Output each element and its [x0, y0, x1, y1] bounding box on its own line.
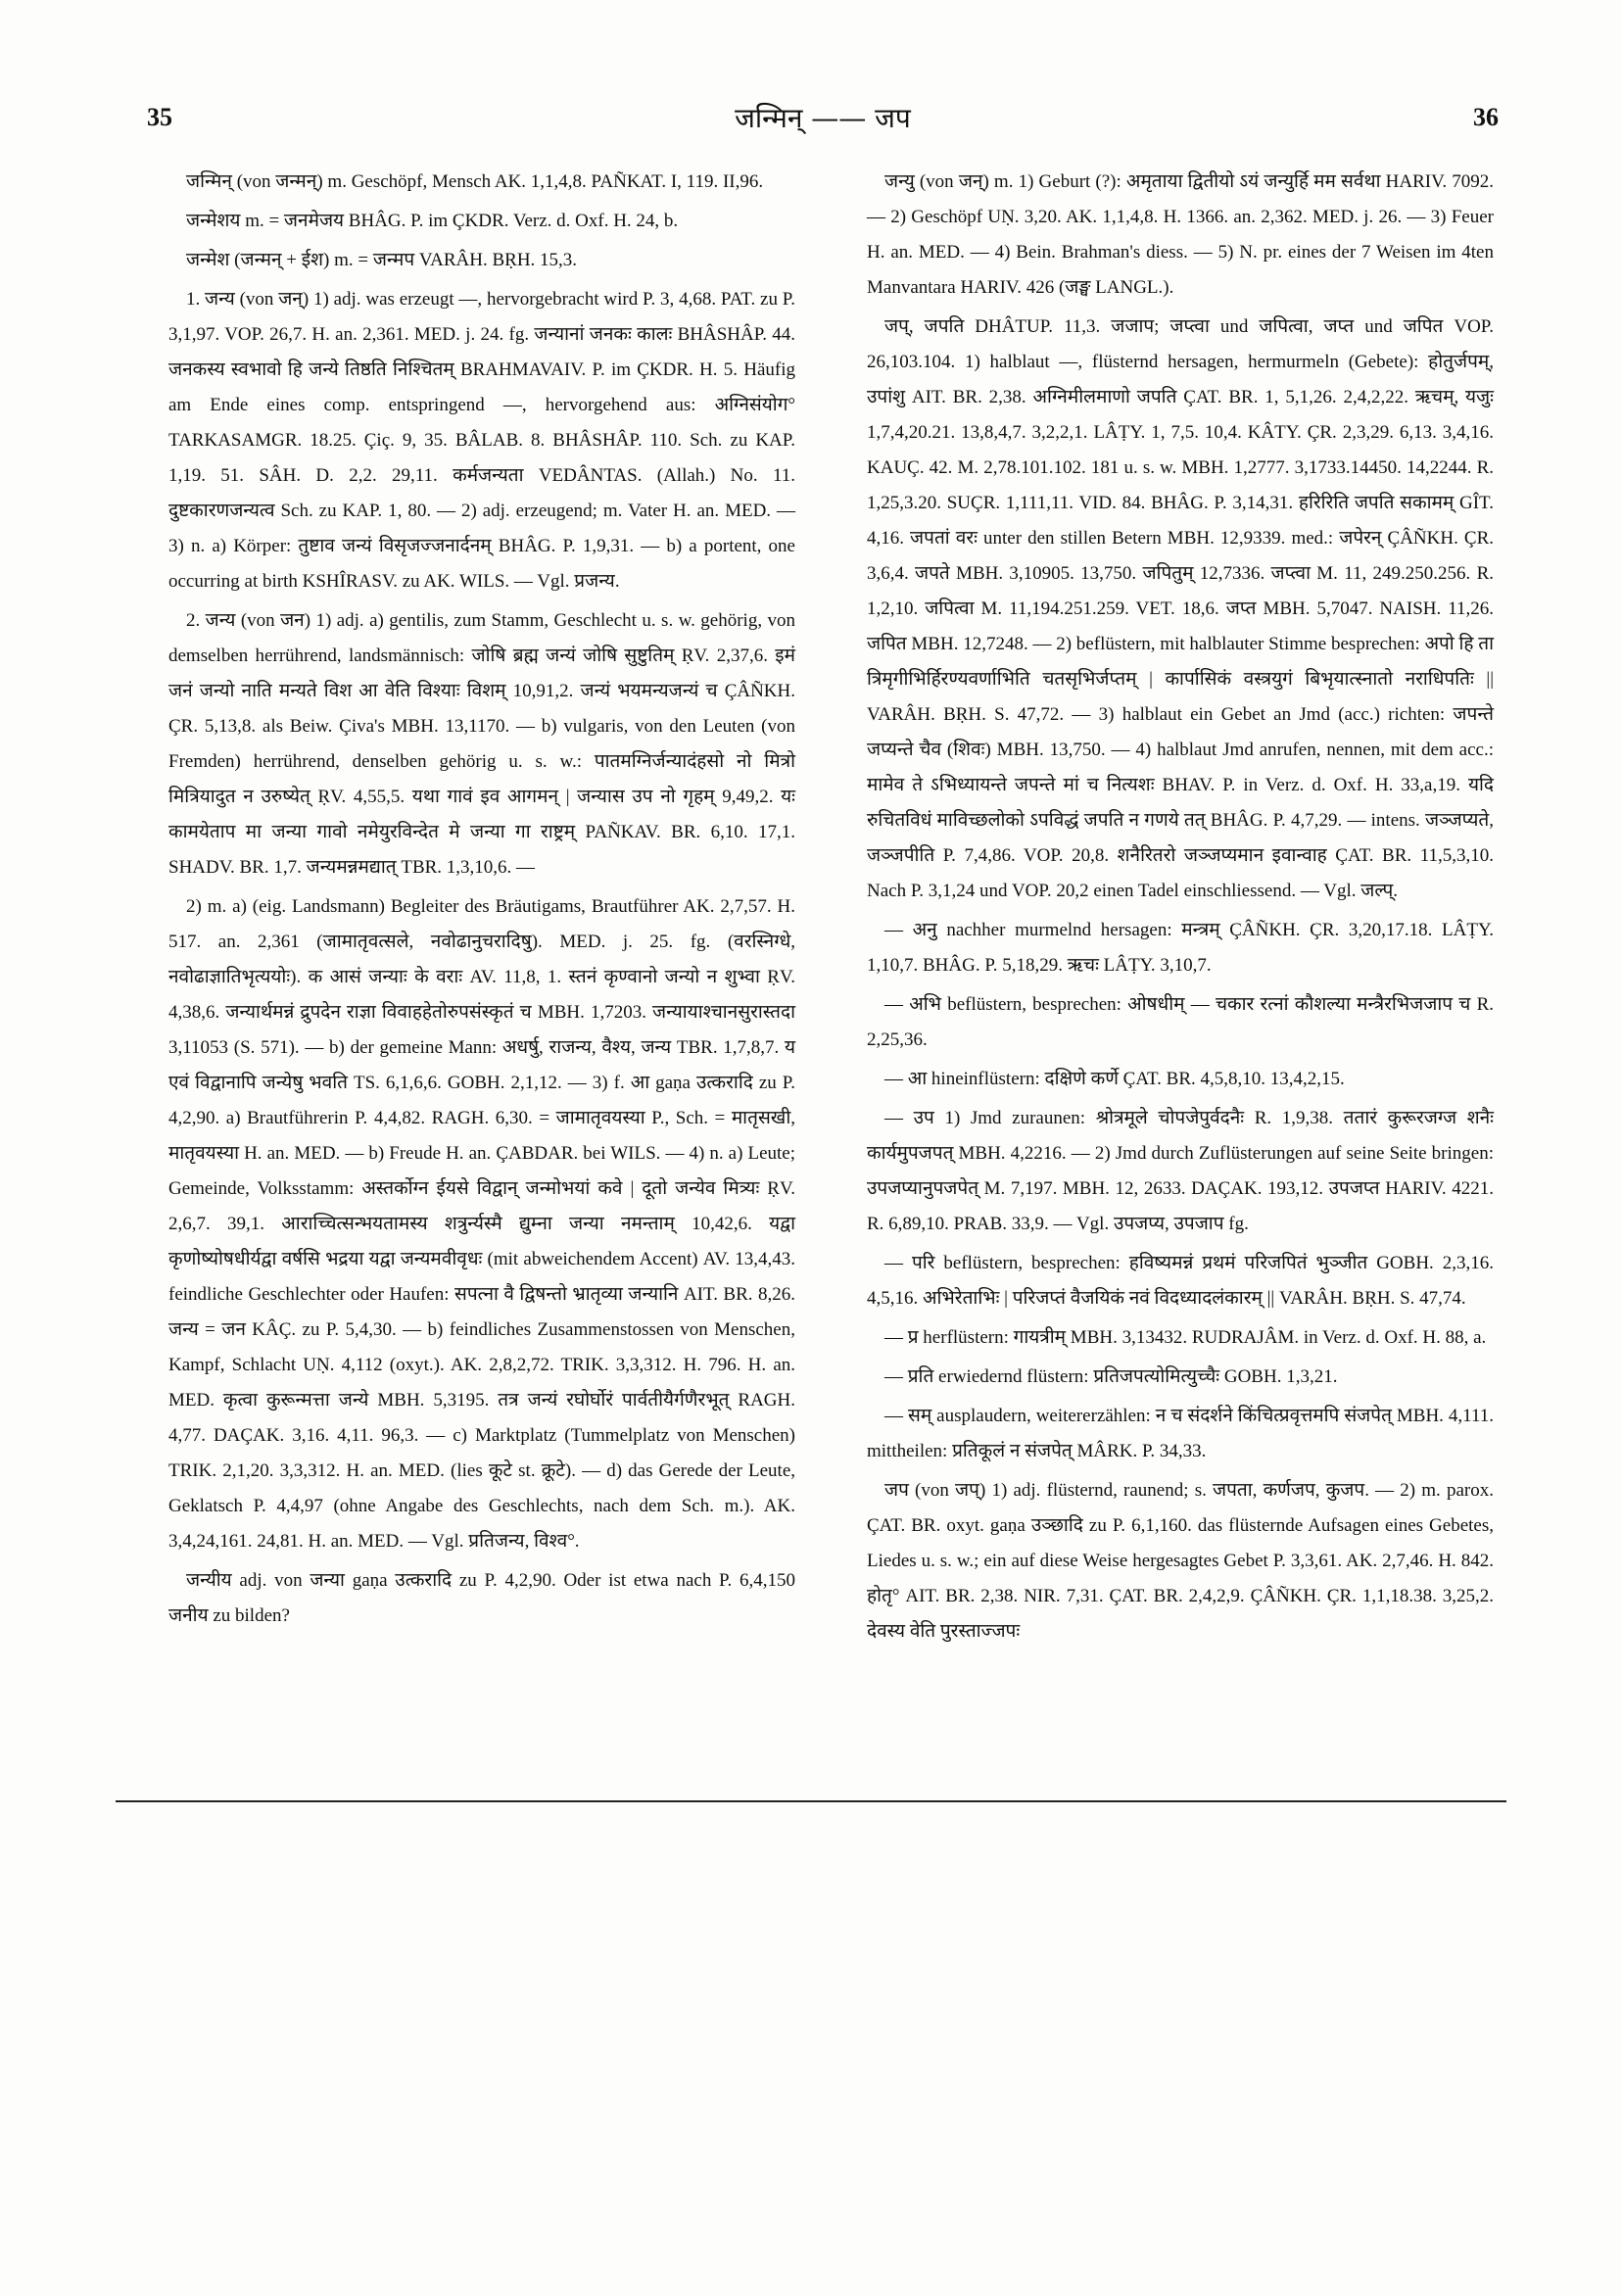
left-column [168, 165, 795, 1638]
entry-jap-sam: — सम् ausplaudern, weitererzählen: न च संदर्शने किंचित्प्रवृत्तमपि संजपेत् MBH. 4,111. mittheilen: प्रतिकूलं न संजपेत् MÂRK. P. 34,33. [867, 1406, 1494, 1461]
entry-janyu: जन्यु (von जन्) m. 1) Geburt (?): अमृताया द्वितीयो ऽयं जन्युर्हि मम सर्वथा HARIV. 7092. — 2) Geschöpf UṆ. 3,20. AK. 1,1,4,8. H. 1366. an. 2,362. MED. j. 26. — 3) Feuer H. an. MED. — 4) Bein. Brahman's diess. — 5) N. pr. eines der 7 Weisen im 4ten Manvantara HARIV. 426 (जङ्घ LANGL.). [867, 171, 1494, 298]
entry-janya-2-continued: 2) m. a) (eig. Landsmann) Begleiter des Bräutigams, Brautführer AK. 2,7,57. H. 517. an. 2,361 (जामातृवत्सले, नवोढानुचरादिषु). MED. j. 25. fg. (वरस्निग्धे, नवोढाज्ञातिभृत्ययोः). क आसं जन्याः के वराः AV. 11,8, 1. स्तनं कृण्वानो जन्यो न शुभ्वा ṚV. 4,38,6. जन्यार्थमन्नं द्रुपदेन राज्ञा विवाहहेतोरुपसंस्कृतं च MBH. 1,7203. जन्यायाश्चानसुरास्तदा 3,11053 (S. 571). — b) der gemeine Mann: अधर्षु, राजन्य, वैश्य, जन्य TBR. 1,7,8,7. य एवं विद्वानापि जन्येषु भवति TS. 6,1,6,6. GOBH. 2,1,12. — 3) f. आ gaṇa उत्करादि zu P. 4,2,90. a) Brautführerin P. 4,4,82. RAGH. 6,30. = जामातृवयस्या P., Sch. = मातृसखी, मातृवयस्या H. an. MED. — b) Freude H. an. ÇABDAR. bei WILS. — 4) n. a) Leute; Gemeinde, Volksstamm: अस्तर्कोग्न ईयसे विद्वान् जन्मोभयां कवे | दूतो जन्येव मित्र्यः ṚV. 2,6,7. 39,1. आराच्चित्सन्भयतामस्य शत्रुर्न्यस्मै द्युम्ना जन्या नमन्ताम् 10,42,6. यद्वा कृणोष्योषधीर्यद्वा वर्षसि भद्रया यद्वा जन्यमवीवृधः (mit abweichendem Accent) AV. 13,4,43. feindliche Geschlechter oder Haufen: सपत्ना वै द्विषन्तो भ्रातृव्या जन्यानि AIT. BR. 8,26. जन्य = जन KÂÇ. zu P. 5,4,30. — b) feindliches Zusammenstossen von Menschen, Kampf, Schlacht UṆ. 4,112 (oxyt.). AK. 2,8,2,72. TRIK. 3,3,312. H. 796. H. an. MED. कृत्वा कुरून्मत्ता जन्ये MBH. 5,3195. तत्र जन्यं रघोर्घोरं पार्वतीयैर्गणैरभूत् RAGH. 4,77. DAÇAK. 3,16. 4,11. 96,3. — c) Marktplatz (Tummelplatz von Menschen) TRIK. 2,1,20. 3,3,312. H. an. MED. (lies कूटे st. क्रूटे). — d) das Gerede der Leute, Geklatsch P. 4,4,97 (ohne Angabe des Geschlechts, nach dem Sch. m.). AK. 3,4,24,161. 24,81. H. an. MED. — Vgl. प्रतिजन्य, विश्व°. [168, 896, 795, 1552]
entry-jap-upa: — उप 1) Jmd zuraunen: श्रोत्रमूले चोपजेपुर्वदनैः R. 1,9,38. ततारं कुरूरजग्ज शनैः कार्यमुपजपत् MBH. 4,2216. — 2) Jmd durch Zuflüsterungen auf seine Seite bringen: उपजप्यानुपजपेत् M. 7,197. MBH. 12, 2633. DAÇAK. 193,12. उपजप्त HARIV. 4221. R. 6,89,10. PRAB. 33,9. — Vgl. उपजप्य, उपजाप fg. [867, 1108, 1494, 1234]
entry-jap-abhi: — अभि beflüstern, besprechen: ओषधीम् — चकार रत्नां कौशल्या मन्त्रैरभिजजाप च R. 2,25,36. [867, 994, 1494, 1050]
entry-janya-2: 2. जन्य (von जन) 1) adj. a) gentilis, zum Stamm, Geschlecht u. s. w. gehörig, von demselben herrührend, landsmännisch: जोषि ब्रह्म जन्यं जोषि सुष्टुतिम् ṚV. 2,37,6. इमं जनं जन्यो नाति मन्यते विश आ वेति विश्याः विशम् 10,91,2. जन्यं भयमन्यजन्यं च ÇÂÑKH. ÇR. 5,13,8. als Beiw. Çiva's MBH. 13,1170. — b) vulgaris, von den Leuten (von Fremden) herrührend, denselben gehörig u. s. w.: पातमग्निर्जन्यादंहसो नो मित्रो मित्रियादुत न उरुष्येत् ṚV. 4,55,5. यथा गावं इव आगमन् | जन्यास उप नो गृहम् 9,49,2. यः कामयेताप मा जन्या गावो नमेयुरविन्देत मे जन्या गा राष्ट्रम् PAÑKAV. BR. 6,10. 17,1. SHADV. BR. 1,7. जन्यमन्नमद्यात् TBR. 1,3,10,6. — [168, 610, 795, 878]
entry-jap-anu: — अनु nachher murmelnd hersagen: मन्त्रम् ÇÂÑKH. ÇR. 3,20,17.18. LÂṬY. 1,10,7. BHÂG. P. 5,18,29. ऋचः LÂṬY. 3,10,7. [867, 920, 1494, 976]
page-header [147, 98, 1499, 137]
running-title: जन्मिन् —— जप [735, 102, 911, 134]
entry-jap: जप्, जपति DHÂTUP. 11,3. जजाप; जप्त्वा und जपित्वा, जप्त und जपित VOP. 26,103.104. 1) halblaut —, flüsternd hersagen, hermurmeln (Gebete): होतुर्जपम्, उपांशु AIT. BR. 2,38. अग्निमीलमाणो जपति ÇAT. BR. 1, 5,1,26. 2,4,2,22. ऋचम्, यजुः 1,7,4,20.21. 13,8,4,7. 3,2,2,1. LÂṬY. 1, 7,5. 10,4. KÂTY. ÇR. 2,3,29. 6,13. 3,4,16. KAUÇ. 42. M. 2,78.101.102. 181 u. s. w. MBH. 1,2777. 3,1733.14450. 14,2244. R. 1,25,3.20. SUÇR. 1,111,11. VID. 84. BHÂG. P. 3,14,31. हरिरिति जपति सकामम् GÎT. 4,16. जपतां वरः unter den stillen Betern MBH. 12,9339. med.: जपेरन् ÇÂÑKH. ÇR. 3,6,4. जपते MBH. 3,10905. 13,750. जपितुम् 12,7336. जप्त्वा M. 11, 249.250.256. R. 1,2,10. जपित्वा M. 11,194.251.259. VET. 18,6. जप्त MBH. 5,7047. NAISH. 11,26. जपित MBH. 12,7248. — 2) beflüstern, mit halblauter Stimme besprechen: अपो हि ता त्रिमृगीभिर्हिरण्यवर्णाभिति चतसृभिर्जप्तम् | कार्पासिकं वस्त्रयुगं बिभृयात्स्नातो नराधिपतिः || VARÂH. BṚH. S. 47,72. — 3) halblaut ein Gebet an Jmd (acc.) richten: जपन्ते जप्यन्ते चैव (शिवः) MBH. 13,750. — 4) halblaut Jmd anrufen, nennen, mit dem acc.: मामेव ते ऽभिध्यायन्ते जपन्ते मां च नित्यशः BHAV. P. in Verz. d. Oxf. H. 33,a,19. यदि रुचितविधं माविच्छलोको ऽपविद्धं जपति न गणये तत् BHÂG. P. 4,7,29. — intens. जञ्जप्यते, जञ्जपीति P. 7,4,86. VOP. 20,8. शनैरितरो जञ्जप्यमान इवान्वाह ÇAT. BR. 11,5,3,10. Nach P. 3,1,24 und VOP. 20,2 einen Tadel einschliessend. — Vgl. जल्प्. [867, 316, 1494, 901]
right-page-number: 36 [1472, 103, 1499, 131]
entry-janya-1: 1. जन्य (von जन्) 1) adj. was erzeugt —, hervorgebracht wird P. 3, 4,68. PAT. zu P. 3,1,97. VOP. 26,7. H. an. 2,361. MED. j. 24. fg. जन्यानां जनकः कालः BHÂSHÂP. 44. जनकस्य स्वभावो हि जन्ये तिष्ठति निश्चितम् BRAHMAVAIV. P. im ÇKDR. H. 5. Häufig am Ende eines comp. entspringend —, hervorgehend aus: अग्निसंयोग° TARKASAMGR. 18.25. Çiç. 9, 35. BÂLAB. 8. BHÂSHÂP. 110. Sch. zu KAP. 1,19. 51. SÂH. D. 2,2. 29,11. कर्मजन्यता VEDÂNTAS. (Allah.) No. 11. दुष्टकारणजन्यत्व Sch. zu KAP. 1, 80. — 2) adj. erzeugend; m. Vater H. an. MED. — 3) n. a) Körper: तुष्टाव जन्यं विसृजज्जनार्दनम् BHÂG. P. 1,9,31. — b) a portent, one occurring at birth KSHÎRASV. zu AK. WILS. — Vgl. प्रजन्य. [168, 289, 795, 592]
bottom-rule [116, 1800, 1506, 1802]
entry-janmesha: जन्मेश (जन्मन् + ईश) m. = जन्मप VARÂH. BṚH. 15,3. [186, 250, 578, 270]
entry-jap-a: — आ hineinflüstern: दक्षिणे कर्णे ÇAT. BR. 4,5,8,10. 13,4,2,15. [884, 1069, 1345, 1089]
left-page-number: 35 [147, 103, 172, 131]
entry-janmin: जन्मिन् (von जन्मन्) m. Geschöpf, Mensch AK. 1,1,4,8. PAÑKAT. I, 119. II,96. [186, 171, 764, 192]
entry-janyiya: जन्यीय adj. von जन्या gaṇa उत्करादि zu P. 4,2,90. Oder ist etwa nach P. 6,4,150 जनीय zu bilden? [168, 1570, 795, 1626]
entry-janmejaya: जन्मेशय m. = जनमेजय BHÂG. P. im ÇKDR. Verz. d. Oxf. H. 24, b. [186, 211, 679, 231]
right-column [867, 165, 1494, 1653]
entry-jap-pra: — प्र herflüstern: गायत्रीम् MBH. 3,13432. RUDRAJÂM. in Verz. d. Oxf. H. 88, a. [884, 1327, 1487, 1348]
entry-jap-pari: — परि beflüstern, besprechen: हविष्यमन्नं प्रथमं परिजपितं भुञ्जीत GOBH. 2,3,16. 4,5,16. अभिरेताभिः | परिजप्तं वैजयिकं नवं विदध्यादलंकारम् || VARÂH. BṚH. S. 47,74. [867, 1253, 1494, 1309]
entry-jap-prati: — प्रति erwiedernd flüstern: प्रतिजपत्योमित्युच्चैः GOBH. 1,3,21. [884, 1366, 1338, 1387]
entry-japa: जप (von जप्) 1) adj. flüsternd, raunend; s. जपता, कर्णजप, कुजप. — 2) m. parox. ÇAT. BR. oxyt. gaṇa उञ्छादि zu P. 6,1,160. das flüsternde Aufsagen eines Gebetes, Liedes u. s. w.; ein auf diese Weise hergesagtes Gebet P. 3,3,61. AK. 2,7,46. H. 842. होतृ° AIT. BR. 2,38. NIR. 7,31. ÇAT. BR. 2,4,2,9. ÇÂÑKH. ÇR. 1,1,18.38. 3,25,2. देवस्य वेति पुरस्ताज्जपः [867, 1480, 1494, 1642]
